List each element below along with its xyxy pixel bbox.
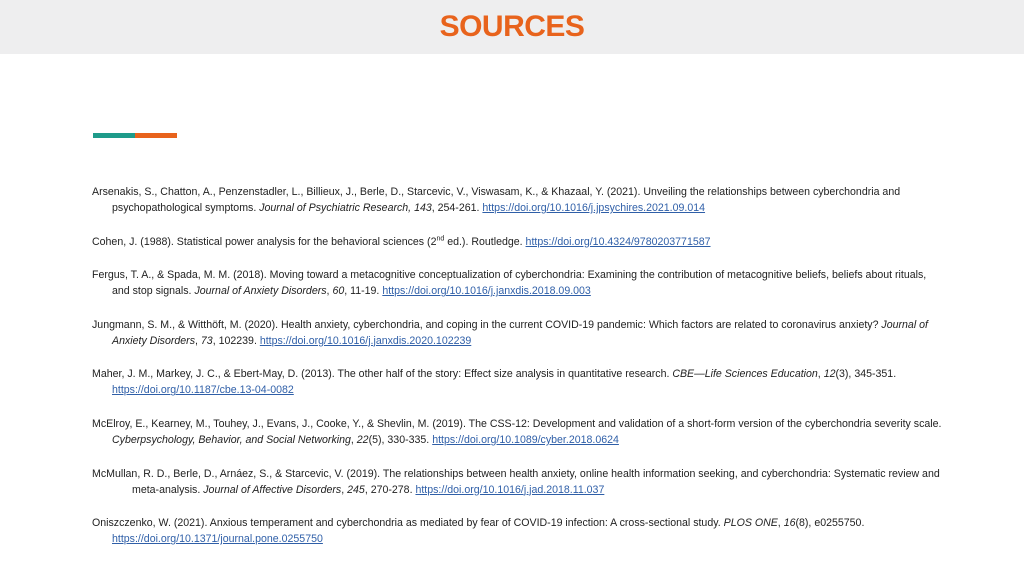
ref-volume: 22 (356, 433, 369, 446)
ref-doi-link[interactable]: https://doi.org/10.1016/j.jpsychires.2021.09.014 (482, 202, 706, 214)
ref-superscript: nd (436, 235, 445, 243)
reference-jungmann-2020: Jungmann, S. M., & Witthöft, M. (2020). Health anxiety, cyberchondria, and coping in the current COVID-19 pandemic: Which factors are related to coronavirus anxiety? Journal of Anxiety Disorders, 73, 102239. https://doi.org/10.1016/j.janxdis.2020.102239 (92, 318, 928, 347)
ref-details: (3), 345-351. (835, 368, 897, 381)
ref-details: , 11-19. (344, 285, 383, 298)
ref-journal: Journal of Anxiety Disorders (194, 285, 327, 298)
ref-text: Oniszczenko, W. (2021). Anxious temperament and cyberchondria as mediated by fear of COVID-19 infection: A cross-sectional study. (92, 517, 724, 530)
slide-title: SOURCES (439, 10, 585, 43)
ref-journal: Journal of Psychiatric Research, 143 (259, 202, 432, 214)
reference-arsenakis-2021 (92, 184, 942, 216)
ref-journal: CBE—Life Sciences Education (672, 368, 818, 381)
ref-doi-link[interactable]: https://doi.org/10.1016/j.janxdis.2018.09.003 (382, 285, 591, 298)
ref-text: Arsenakis, S., Chatton, A., Penzenstadler, L., Billieux, J., Berle, D., Starcevic, V., Viswasam, K., & Khazaal, Y. (2021). Unveiling the relationships between cyberchondria and psychopathological symptoms. (92, 186, 901, 214)
ref-details: (8), e0255750. (795, 517, 865, 530)
ref-text: McMullan, R. D., Berle, D., Arnáez, S., & Starcevic, V. (2019). The relationships between health anxiety, online health information seeking, and cyberchondria: Systematic review and meta-analysis. (92, 467, 940, 496)
ref-volume: 12 (823, 368, 836, 381)
ref-details: ed.). Routledge. (444, 235, 526, 248)
ref-text: Cohen, J. (1988). Statistical power analysis for the behavioral sciences (2 (92, 235, 437, 248)
ref-details: , 102239. (212, 334, 260, 347)
reference-fergus-2018: Fergus, T. A., & Spada, M. M. (2018). Moving toward a metacognitive conceptualization of cyberchondria: Examining the contribution of metacognitive beliefs, beliefs about rituals, and stop signals. Journal of Anxiety Disorders, 60, 11-19. https://doi.org/10.1016/j.janxdis.2018.09.003 (92, 269, 927, 298)
accent-divider-teal (93, 133, 135, 138)
ref-text: Maher, J. M., Markey, J. C., & Ebert-May, D. (2013). The other half of the story: Effect size analysis in quantitative research. (92, 368, 673, 381)
ref-text: Fergus, T. A., & Spada, M. M. (2018). Moving toward a metacognitive conceptualization of cyberchondria: Examining the contribution of metacognitive beliefs, beliefs about rituals, and stop signals. (92, 269, 927, 298)
ref-details: , 270-278. (364, 483, 416, 496)
ref-doi-link[interactable]: https://doi.org/10.4324/9780203771587 (525, 235, 711, 248)
ref-doi-link[interactable]: https://doi.org/10.1016/j.jad.2018.11.037 (415, 483, 605, 496)
ref-volume: 60 (332, 285, 345, 298)
ref-journal: Cyberpsychology, Behavior, and Social Networking (112, 433, 351, 446)
ref-details: (5), 330-335. (368, 433, 433, 446)
ref-doi-link[interactable]: https://doi.org/10.1016/j.janxdis.2020.102239 (259, 334, 472, 347)
ref-details: , 254-261. (431, 202, 483, 214)
accent-divider-orange (135, 133, 177, 138)
ref-doi-link[interactable]: https://doi.org/10.1371/journal.pone.0255750 (112, 533, 323, 546)
ref-doi-link[interactable]: https://doi.org/10.1187/cbe.13-04-0082 (112, 384, 294, 397)
ref-journal: PLOS ONE (723, 517, 778, 530)
ref-doi-link[interactable]: https://doi.org/10.1089/cyber.2018.0624 (432, 433, 619, 446)
ref-text: McElroy, E., Kearney, M., Touhey, J., Evans, J., Cooke, Y., & Shevlin, M. (2019). The CSS-12: Development and validation of a short-form version of the cyberchondria severity scale. (92, 417, 942, 430)
ref-volume: 245 (347, 483, 365, 496)
ref-volume: 73 (200, 334, 213, 347)
ref-journal: Journal of Affective Disorders (203, 483, 342, 496)
reference-oniszczenko-2021: Oniszczenko, W. (2021). Anxious temperament and cyberchondria as mediated by fear of COVID-19 infection: A cross-sectional study. PLOS ONE, 16(8), e0255750. https://doi.org/10.1371/journal.pone.0255750 (92, 517, 865, 546)
ref-volume: 16 (783, 517, 796, 530)
ref-text: Jungmann, S. M., & Witthöft, M. (2020). Health anxiety, cyberchondria, and coping in the current COVID-19 pandemic: Which factors are related to coronavirus anxiety? (92, 318, 882, 331)
ref-journal: Journal of Anxiety Disorders (112, 318, 928, 347)
reference-mcmullan-2019: McMullan, R. D., Berle, D., Arnáez, S., & Starcevic, V. (2019). The relationships between health anxiety, online health information seeking, and cyberchondria: Systematic review and meta-analysis. Journal of Affective Disorders, 245, 270-278. https://doi.org/10.1016/j.jad.2018.11.037 (92, 467, 940, 496)
reference-mcelroy-2019: McElroy, E., Kearney, M., Touhey, J., Evans, J., Cooke, Y., & Shevlin, M. (2019). The CSS-12: Development and validation of a short-form version of the cyberchondria severity scale. Cyberpsychology, Behavior, and Social Networking, 22(5), 330-335. https://doi.org/10.1089/cyber.2018.0624 (92, 417, 942, 446)
reference-maher-2013: Maher, J. M., Markey, J. C., & Ebert-May, D. (2013). The other half of the story: Effect size analysis in quantitative research. CBE—Life Sciences Education, 12(3), 345-351. https://doi.org/10.1187/cbe.13-04-0082 (92, 368, 897, 397)
accent-divider (93, 133, 177, 138)
reference-list (92, 184, 942, 565)
reference-cohen-1988 (92, 234, 942, 250)
